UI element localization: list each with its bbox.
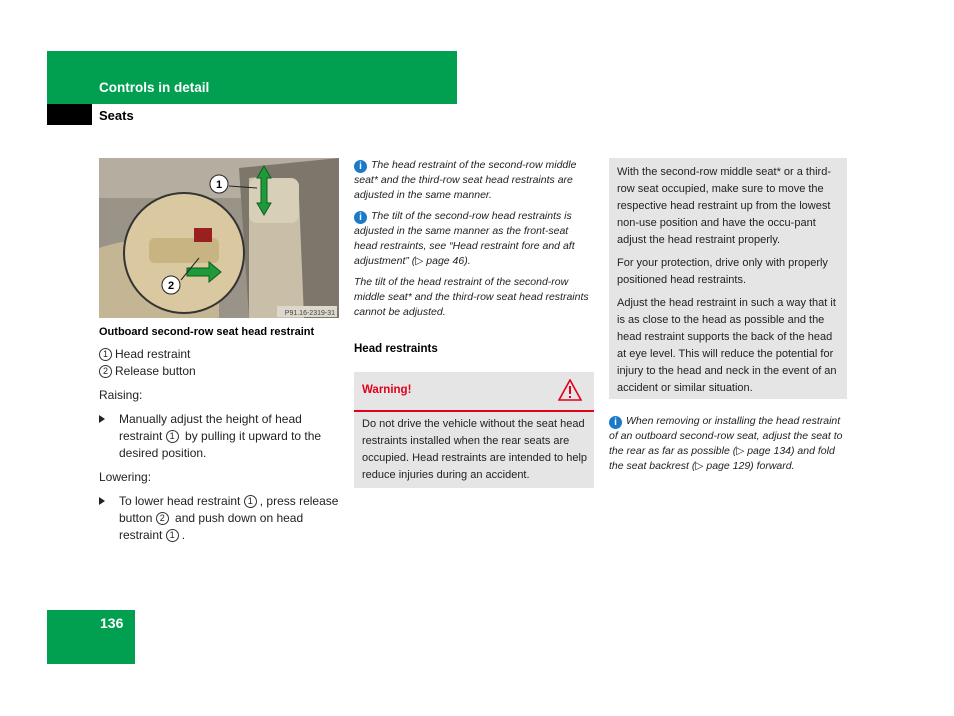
info-icon: i bbox=[354, 160, 367, 173]
note: The tilt of the head restraint of the second-row middle seat* and the third-row seat head restraints cannot be adjusted. bbox=[354, 276, 589, 318]
bullet-triangle-icon bbox=[99, 415, 105, 423]
info-paragraph: With the second-row middle seat* or a third-row seat occupied, make sure to move the respective head restraint up from the lowest non-use position and have the occu-pant adjust the head restraint properly. bbox=[617, 166, 831, 246]
legend-item: 2 Release button bbox=[99, 363, 339, 380]
safety-info-box bbox=[609, 158, 847, 399]
head-restraint-photo bbox=[99, 158, 339, 318]
info-icon: i bbox=[609, 416, 622, 429]
info-paragraph: Adjust the head restraint in such a way that it is as close to the head as possible and the head restraint supports the back of the head at eye level. This will reduce the potential for injury to the head and neck in the event of an accident or similar situation. bbox=[617, 297, 837, 394]
note: i The tilt of the second-row head restraints is adjusted in the same manner as the front-seat head restraints, see “Head restraint fore and aft adjustment” (▷ page 46). bbox=[354, 210, 575, 267]
note: i The head restraint of the second-row middle seat* and the third-row seat head restraints are adjusted in the same manner. bbox=[354, 159, 577, 201]
column-3-note: i When removing or installing the head restraint of an outboard second-row seat, adjust the seat to the rear as far as possible (▷ page 134) and fold the seat backrest (▷ page 129) forward. bbox=[609, 415, 843, 472]
warning-text: Do not drive the vehicle without the seat head restraints installed when the rear seats are occupied. Head restraints are intended to help reduce injuries during an accident. bbox=[362, 418, 588, 481]
head-restraints-heading: Head restraints bbox=[354, 343, 438, 355]
raising-label: Raising: bbox=[99, 388, 143, 402]
header-bar bbox=[47, 51, 457, 104]
lowering-step: To lower head restraint 1 , press release button 2 and push down on head restraint 1 . bbox=[99, 493, 339, 544]
figure-caption: Outboard second-row seat head restraint bbox=[99, 326, 315, 338]
info-paragraph: For your protection, drive only with properly positioned head restraints. bbox=[617, 257, 828, 286]
column-1 bbox=[99, 346, 339, 544]
bullet-triangle-icon bbox=[99, 497, 105, 505]
page-number-box bbox=[47, 610, 135, 664]
subsection-title: Seats bbox=[99, 108, 134, 123]
warning-triangle-icon bbox=[558, 379, 582, 401]
legend-item: 1 Head restraint bbox=[99, 346, 339, 363]
warning-box bbox=[354, 372, 594, 488]
raising-step: Manually adjust the height of head restraint 1 by pulling it upward to the desired position. bbox=[99, 411, 339, 462]
callout-marker: 2 bbox=[99, 365, 112, 378]
lowering-label: Lowering: bbox=[99, 470, 152, 484]
callout-1: 1 bbox=[215, 179, 223, 191]
page-number: 136 bbox=[100, 615, 124, 631]
section-title: Controls in detail bbox=[99, 80, 210, 95]
column-2-notes bbox=[354, 158, 594, 320]
subsection-marker bbox=[47, 104, 92, 125]
figure-code: P91.16-2319-31 bbox=[284, 310, 335, 317]
callout-marker: 1 bbox=[99, 348, 112, 361]
warning-label: Warning! bbox=[362, 384, 412, 396]
callout-2: 2 bbox=[167, 280, 175, 292]
info-icon: i bbox=[354, 211, 367, 224]
